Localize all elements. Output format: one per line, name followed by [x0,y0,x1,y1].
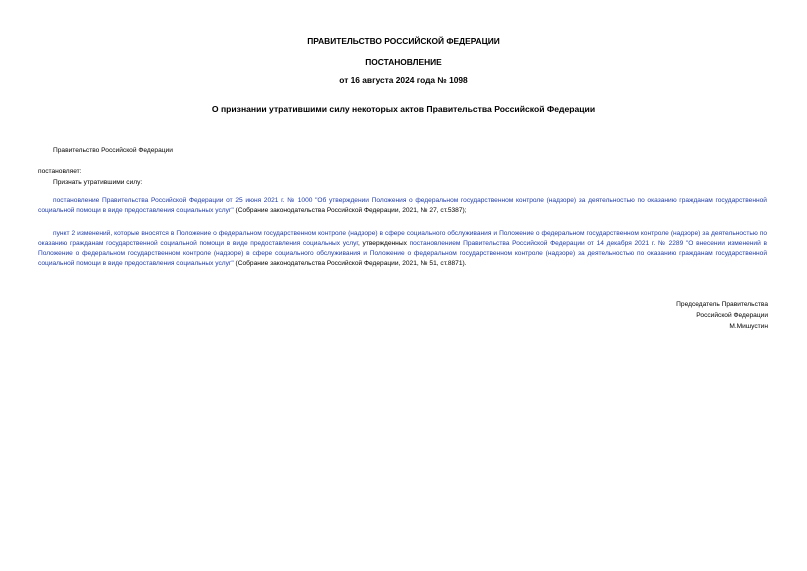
item1-link[interactable]: постановление Правительства Российской Федерации от 25 июня 2021 г. № 1000 "Об утверждении Положения о федеральном государственном контроле (надзоре) за деятельностью по оказанию гражданам государственной социальной помощи в виде предоставления социальных услуг" [38,197,767,214]
item2-link-resolution[interactable]: постановлением Правительства Российской Федерации от 14 декабря 2021 г. № 2289 "О внесении изменений в Положение о федеральном государственном контроле (надзоре) в сфере социального обслуживания и Положение о федеральном государственном контроле (надзоре) за деятельностью по оказанию гражданам государственной социальной помощи в виде предоставления социальных услуг" [38,240,767,267]
document-heading: О признании утратившими силу некоторых актов Правительства Российской Федерации [211,104,596,114]
signature-organization: Российской Федерации [696,312,768,319]
government-title: ПРАВИТЕЛЬСТВО РОССИЙСКОЙ ФЕДЕРАЦИИ [307,36,500,46]
signature-position: Председатель Правительства [676,301,768,308]
item2-plain-text: , утвержденных [358,240,410,247]
signature-name: М.Мишустин [729,323,768,330]
document-type: ПОСТАНОВЛЕНИЕ [365,57,442,67]
repealed-item-1 [38,196,767,216]
item2-link-changes[interactable]: пункт 2 изменений, которые вносятся в Положение о федеральном государственном контроле (надзоре) в сфере социального обслуживания и Положение о федеральном государственном контроле (надзоре) за деятельностью по оказанию гражданам государственной социальной помощи в виде предоставления социальных услуг [38,230,767,247]
declare-line: Признать утратившими силу: [53,179,143,186]
repealed-item-2 [38,229,767,269]
decree-word: постановляет: [38,168,82,175]
document-date-number: от 16 августа 2024 года № 1098 [339,75,468,85]
item2-source: (Собрание законодательства Российской Федерации, 2021, № 51, ст.8871). [233,260,467,267]
government-line: Правительство Российской Федерации [53,147,173,154]
item1-source: (Собрание законодательства Российской Федерации, 2021, № 27, ст.5387); [233,207,467,214]
